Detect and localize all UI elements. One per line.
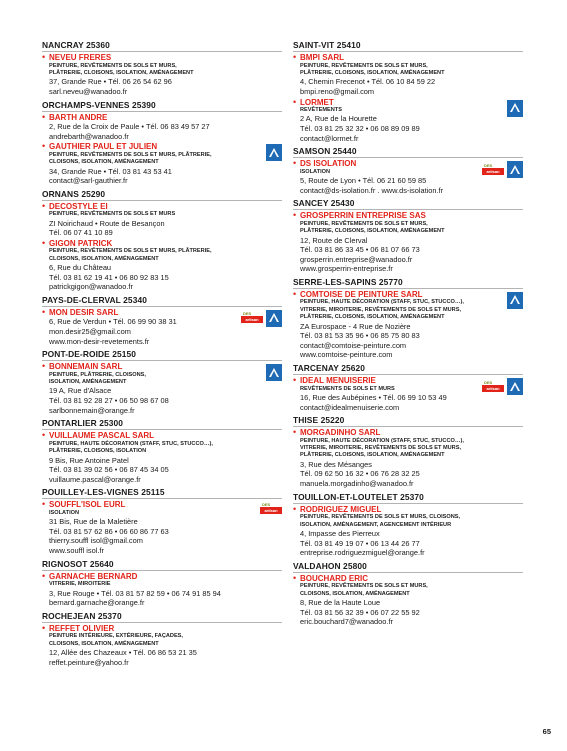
right-column bbox=[293, 38, 523, 628]
contact-line: Tél. 03 81 53 35 96 • 06 85 75 80 83 bbox=[300, 331, 420, 341]
company-name: • BONNEMAIN SARL bbox=[49, 362, 123, 372]
contact-line: bernard.garnache@orange.fr bbox=[49, 598, 145, 608]
contact-line: grosperrin.entreprise@wanadoo.fr bbox=[300, 254, 413, 264]
contact-line: 19 A, Rue d'Alsace bbox=[49, 386, 112, 396]
town-section bbox=[42, 295, 282, 347]
company-entry bbox=[300, 290, 523, 361]
company-name: • BMPI SARL bbox=[300, 53, 344, 62]
certification-logos bbox=[260, 502, 282, 516]
contact-line: patrickgigon@wanadoo.fr bbox=[49, 282, 133, 292]
company-name: • GROSPERRIN ENTREPRISE SAS bbox=[300, 211, 426, 221]
contact-line: Tél. 03 81 62 19 41 • 06 80 92 83 15 bbox=[49, 272, 169, 282]
activity-line: PLÂTRERIE, CLOISONS, ISOLATION bbox=[49, 448, 147, 455]
activity-line: PEINTURE, HAUTE DÉCORATION (STAFF, STUC, STUCCO…), bbox=[49, 440, 213, 447]
contact-line: www.souffl isol.fr bbox=[49, 546, 104, 556]
town-section bbox=[293, 40, 523, 144]
activity-line: PEINTURE, REVÊTEMENTS DE SOLS ET MURS, bbox=[300, 220, 428, 227]
company-name: • IDEAL MENUISERIE bbox=[300, 376, 376, 386]
activity-line: ISOLATION, AMÉNAGEMENT bbox=[49, 379, 127, 386]
activity-line: VITRERIE, MIROITERIE, REVÊTEMENTS DE SOLS ET MURS, bbox=[300, 445, 461, 452]
artisan-logo-top-text: DES bbox=[484, 379, 493, 385]
town-heading: SERRE-LES-SAPINS 25770 bbox=[293, 277, 523, 289]
contact-line: eric.bouchard7@wanadoo.fr bbox=[300, 617, 393, 627]
company-entry bbox=[300, 428, 523, 490]
town-section bbox=[42, 611, 282, 669]
contact-line: 37, Grande Rue • Tél. 06 26 54 62 96 bbox=[49, 77, 172, 87]
town-section bbox=[293, 561, 523, 628]
contact-line: 4, Impasse des Pierreux bbox=[300, 528, 380, 538]
activity-line: CLOISONS, ISOLATION, AMÉNAGEMENT bbox=[300, 590, 410, 597]
certification-logos bbox=[241, 310, 282, 327]
contact-line: sarl.neveu@wanadoo.fr bbox=[49, 86, 128, 96]
company-name: • VUILLAUME PASCAL SARL bbox=[49, 431, 155, 441]
artisan-logo-text: artisan bbox=[482, 168, 504, 175]
contact-line: Tél. 03 81 92 28 27 • 06 50 98 67 08 bbox=[49, 396, 169, 406]
contact-line: 12, Allée des Chazeaux • Tél. 06 86 53 21 35 bbox=[49, 648, 197, 658]
contact-line: contact@idealmenuiserie.com bbox=[300, 402, 400, 412]
activity-line: PLÂTRERIE, CLOISONS, ISOLATION, AMÉNAGEMENT bbox=[300, 69, 445, 76]
town-heading: RIGNOSOT 25640 bbox=[42, 559, 282, 571]
town-section bbox=[42, 189, 282, 293]
town-heading: SAMSON 25440 bbox=[293, 146, 523, 158]
contact-line: contact@ds-isolation.fr . www.ds-isolation.fr bbox=[300, 185, 444, 195]
activity-line: PEINTURE, REVÊTEMENTS DE SOLS ET MURS, CLOISONS, bbox=[300, 514, 461, 521]
contact-line: 6, Rue de Verdun • Tél. 06 99 90 38 31 bbox=[49, 317, 177, 327]
contact-line: Tél. 03 81 57 62 86 • 06 60 86 77 63 bbox=[49, 526, 169, 536]
contact-line: 31 Bis, Rue de la Maletière bbox=[49, 517, 138, 527]
activity-line: PEINTURE, REVÊTEMENTS DE SOLS ET MURS, bbox=[300, 583, 428, 590]
qualibat-logo-icon bbox=[507, 161, 523, 178]
artisan-logo-text: artisan bbox=[260, 507, 282, 514]
town-section bbox=[293, 146, 523, 196]
company-entry bbox=[49, 53, 282, 98]
contact-line: 16, Rue des Aubépines • Tél. 06 99 10 53 49 bbox=[300, 392, 447, 402]
town-heading: PONT-DE-ROIDE 25150 bbox=[42, 349, 282, 361]
contact-line: www.grosperrin-entreprise.fr bbox=[300, 264, 393, 274]
activity-line: VITRERIE, MIROITERIE, REVÊTEMENTS DE SOLS ET MURS, bbox=[300, 306, 461, 313]
company-entry bbox=[49, 308, 282, 347]
company-name: • SOUFFL'ISOL EURL bbox=[49, 500, 126, 510]
town-heading: ORCHAMPS-VENNES 25390 bbox=[42, 100, 282, 112]
contact-line: Tél. 03 81 49 19 07 • 06 13 44 26 77 bbox=[300, 538, 420, 548]
activity-line: PEINTURE, REVÊTEMENTS DE SOLS ET MURS, PLÂTRERIE, bbox=[49, 248, 212, 255]
artisan-logo-top-text: DES bbox=[484, 162, 493, 168]
activity-line: CLOISONS, ISOLATION, AMÉNAGEMENT bbox=[49, 640, 159, 647]
town-heading: SAINT-VIT 25410 bbox=[293, 40, 523, 52]
company-entry bbox=[49, 624, 282, 669]
company-name: • BOUCHARD ERIC bbox=[300, 573, 368, 583]
town-section bbox=[293, 415, 523, 490]
town-heading: NANCRAY 25360 bbox=[42, 40, 282, 52]
left-column bbox=[42, 38, 282, 668]
activity-line: PEINTURE, REVÊTEMENTS DE SOLS ET MURS, PLÂTRERIE, bbox=[49, 151, 212, 158]
company-entry bbox=[300, 376, 523, 413]
activity-line: PLÂTRERIE, CLOISONS, ISOLATION, AMÉNAGEMENT bbox=[49, 69, 194, 76]
page-number: 65 bbox=[542, 727, 551, 736]
contact-line: sarlbonnemain@orange.fr bbox=[49, 405, 135, 415]
artisan-logo-top-text: DES bbox=[262, 502, 271, 508]
contact-line: 34, Grande Rue • Tél. 03 81 43 53 41 bbox=[49, 166, 172, 176]
contact-line: 5, Route de Lyon • Tél. 06 21 60 59 85 bbox=[300, 176, 427, 186]
contact-line: 3, Rue des Mésanges bbox=[300, 459, 372, 469]
artisan-logo-top-text: DES bbox=[243, 311, 252, 317]
town-heading: POUILLEY-LES-VIGNES 25115 bbox=[42, 487, 282, 499]
company-name: • MON DESIR SARL bbox=[49, 307, 119, 317]
qualibat-logo-icon bbox=[266, 310, 282, 327]
artisan-logo-icon bbox=[260, 502, 282, 516]
company-name: • RODRIGUEZ MIGUEL bbox=[300, 504, 382, 514]
artisan-logo-text: artisan bbox=[482, 385, 504, 392]
contact-line: 3, Rue Rouge • Tél. 03 81 57 82 59 • 06 74 91 85 94 bbox=[49, 588, 221, 598]
activity-line: CLOISONS, ISOLATION, AMÉNAGEMENT bbox=[49, 255, 159, 262]
contact-line: 12, Route de Clerval bbox=[300, 235, 368, 245]
artisan-logo-icon bbox=[241, 311, 263, 325]
town-section bbox=[42, 418, 282, 485]
company-name: • MORGADINHO SARL bbox=[300, 428, 381, 438]
contact-line: contact@sarl-gauthier.fr bbox=[49, 176, 128, 186]
qualibat-logo-icon bbox=[507, 292, 523, 309]
contact-line: entreprise.rodriguezmiguel@orange.fr bbox=[300, 548, 425, 558]
company-entry bbox=[49, 500, 282, 556]
company-name: • GARNACHE BERNARD bbox=[49, 571, 138, 581]
contact-line: mon.desir25@gmail.com bbox=[49, 326, 131, 336]
company-entry bbox=[49, 202, 282, 239]
activity-line: VITRERIE, MIROITERIE bbox=[49, 581, 111, 588]
company-entry bbox=[49, 142, 282, 187]
contact-line: Tél. 03 81 56 32 39 • 06 07 22 55 92 bbox=[300, 607, 420, 617]
activity-line: ISOLATION bbox=[300, 168, 331, 175]
activity-line: ISOLATION, AMÉNAGEMENT, AGENCEMENT INTÉRIEUR bbox=[300, 521, 452, 528]
company-entry bbox=[300, 505, 523, 559]
contact-line: 8, Rue de la Haute Loue bbox=[300, 598, 381, 608]
activity-line: PEINTURE, REVÊTEMENTS DE SOLS ET MURS, bbox=[49, 62, 177, 69]
activity-line: PLÂTRERIE, CLOISONS, ISOLATION, AMÉNAGEMENT bbox=[300, 228, 445, 235]
company-name: • LORMET bbox=[300, 97, 334, 107]
company-name: • DECOSTYLE EI bbox=[49, 201, 108, 211]
certification-logos bbox=[507, 100, 523, 117]
contact-line: www.comtoise-peinture.com bbox=[300, 350, 393, 360]
activity-line: ISOLATION bbox=[49, 509, 80, 516]
contact-line: 2 A, Rue de la Hourette bbox=[300, 114, 377, 124]
activity-line: CLOISONS, ISOLATION, AMÉNAGEMENT bbox=[49, 159, 159, 166]
contact-line: 9 Bis, Rue Antoine Patel bbox=[49, 455, 129, 465]
town-section bbox=[293, 277, 523, 361]
town-heading: ORNANS 25290 bbox=[42, 189, 282, 201]
activity-line: PEINTURE, PLÂTRERIE, CLOISONS, bbox=[49, 371, 146, 378]
town-heading: TARCENAY 25620 bbox=[293, 363, 523, 375]
contact-line: reffet.peinture@yahoo.fr bbox=[49, 657, 129, 667]
town-section bbox=[293, 198, 523, 275]
activity-line: PLÂTRERIE, CLOISONS, ISOLATION, AMÉNAGEMENT bbox=[300, 452, 445, 459]
company-name: • BARTH ANDRE bbox=[49, 112, 108, 122]
town-heading: PONTARLIER 25300 bbox=[42, 418, 282, 430]
town-heading: SANCEY 25430 bbox=[293, 198, 523, 210]
artisan-logo-icon bbox=[482, 380, 504, 394]
artisan-logo-icon bbox=[482, 163, 504, 177]
company-entry bbox=[49, 572, 282, 609]
qualibat-logo-icon bbox=[507, 378, 523, 395]
contact-line: thierry.souffl isol@gmail.com bbox=[49, 536, 143, 546]
contact-line: Tél. 03 81 25 32 32 • 06 08 89 09 89 bbox=[300, 124, 420, 133]
contact-line: andrebarth@wanadoo.fr bbox=[49, 131, 129, 141]
contact-line: vuillaume.pascal@orange.fr bbox=[49, 474, 141, 484]
activity-line: PEINTURE, HAUTE DÉCORATION (STAFF, STUC, STUCCO…), bbox=[300, 437, 464, 444]
company-entry bbox=[49, 431, 282, 485]
town-section bbox=[42, 100, 282, 187]
town-heading: VALDAHON 25800 bbox=[293, 561, 523, 573]
activity-line: REVÊTEMENTS bbox=[300, 107, 342, 113]
company-entry bbox=[300, 211, 523, 275]
contact-line: manuela.morgadinho@wanadoo.fr bbox=[300, 479, 414, 489]
contact-line: ZI Noirichaud • Route de Besançon bbox=[49, 218, 165, 228]
contact-line: 6, Rue du Château bbox=[49, 263, 112, 273]
contact-line: www.mon-desir-revetements.fr bbox=[49, 336, 150, 346]
certification-logos bbox=[507, 292, 523, 309]
activity-line: PEINTURE INTÉRIEURE, EXTÉRIEURE, FAÇADES, bbox=[49, 633, 183, 640]
town-heading: PAYS-DE-CLERVAL 25340 bbox=[42, 295, 282, 307]
company-entry bbox=[49, 239, 282, 293]
certification-logos bbox=[266, 144, 282, 161]
town-heading: THISE 25220 bbox=[293, 415, 523, 427]
contact-line: Tél. 03 81 39 02 56 • 06 87 45 34 05 bbox=[49, 465, 169, 475]
town-heading: ROCHEJEAN 25370 bbox=[42, 611, 282, 623]
company-entry bbox=[49, 362, 282, 416]
town-section bbox=[42, 40, 282, 98]
qualibat-logo-icon bbox=[266, 144, 282, 161]
company-entry bbox=[300, 53, 523, 98]
contact-line: Tél. 03 81 86 33 45 • 06 81 07 66 73 bbox=[300, 245, 420, 255]
activity-line: PLÂTRERIE, CLOISONS, ISOLATION, AMÉNAGEMENT bbox=[300, 314, 445, 321]
town-section bbox=[293, 492, 523, 559]
company-name: • COMTOISE DE PEINTURE SARL bbox=[300, 289, 423, 299]
company-entry bbox=[300, 98, 523, 145]
town-section bbox=[293, 363, 523, 413]
artisan-logo-text: artisan bbox=[241, 316, 263, 323]
company-name: • DS ISOLATION bbox=[300, 159, 357, 169]
activity-line: REVÊTEMENTS DE SOLS ET MURS bbox=[300, 385, 395, 392]
company-entry bbox=[300, 574, 523, 628]
activity-line: PEINTURE, REVÊTEMENTS DE SOLS ET MURS bbox=[49, 211, 176, 218]
company-name: • GAUTHIER PAUL ET JULIEN bbox=[49, 142, 158, 152]
company-entry bbox=[49, 113, 282, 143]
activity-line: PEINTURE, HAUTE DÉCORATION (STAFF, STUC, STUCCO…), bbox=[300, 299, 464, 306]
contact-line: 4, Chemin Frecenot • Tél. 06 10 84 59 22 bbox=[300, 77, 436, 87]
company-entry bbox=[300, 159, 523, 196]
town-section bbox=[42, 559, 282, 609]
contact-line: contact@lormet.fr bbox=[300, 133, 359, 143]
qualibat-logo-icon bbox=[266, 364, 282, 381]
certification-logos bbox=[482, 378, 523, 395]
contact-line: Tél. 06 07 41 10 89 bbox=[49, 228, 113, 238]
activity-line: PEINTURE, REVÊTEMENTS DE SOLS ET MURS, bbox=[300, 62, 428, 69]
contact-line: Tél. 09 62 50 16 32 • 06 76 28 32 25 bbox=[300, 469, 420, 479]
certification-logos bbox=[482, 161, 523, 178]
contact-line: 2, Rue de la Croix de Paule • Tél. 06 83 49 57 27 bbox=[49, 122, 210, 131]
town-heading: TOUILLON-ET-LOUTELET 25370 bbox=[293, 492, 523, 504]
contact-line: bmpi.reno@gmail.com bbox=[300, 86, 375, 96]
town-section bbox=[42, 349, 282, 416]
company-name: • NEVEU FRERES bbox=[49, 53, 112, 62]
contact-line: ZA Eurospace - 4 Rue de Nozière bbox=[300, 321, 411, 331]
company-name: • GIGON PATRICK bbox=[49, 238, 113, 248]
contact-line: contact@comtoise-peinture.com bbox=[300, 340, 407, 350]
company-name: • REFFET OLIVIER bbox=[49, 623, 115, 633]
town-section bbox=[42, 487, 282, 556]
qualibat-logo-icon bbox=[507, 100, 523, 117]
certification-logos bbox=[266, 364, 282, 381]
